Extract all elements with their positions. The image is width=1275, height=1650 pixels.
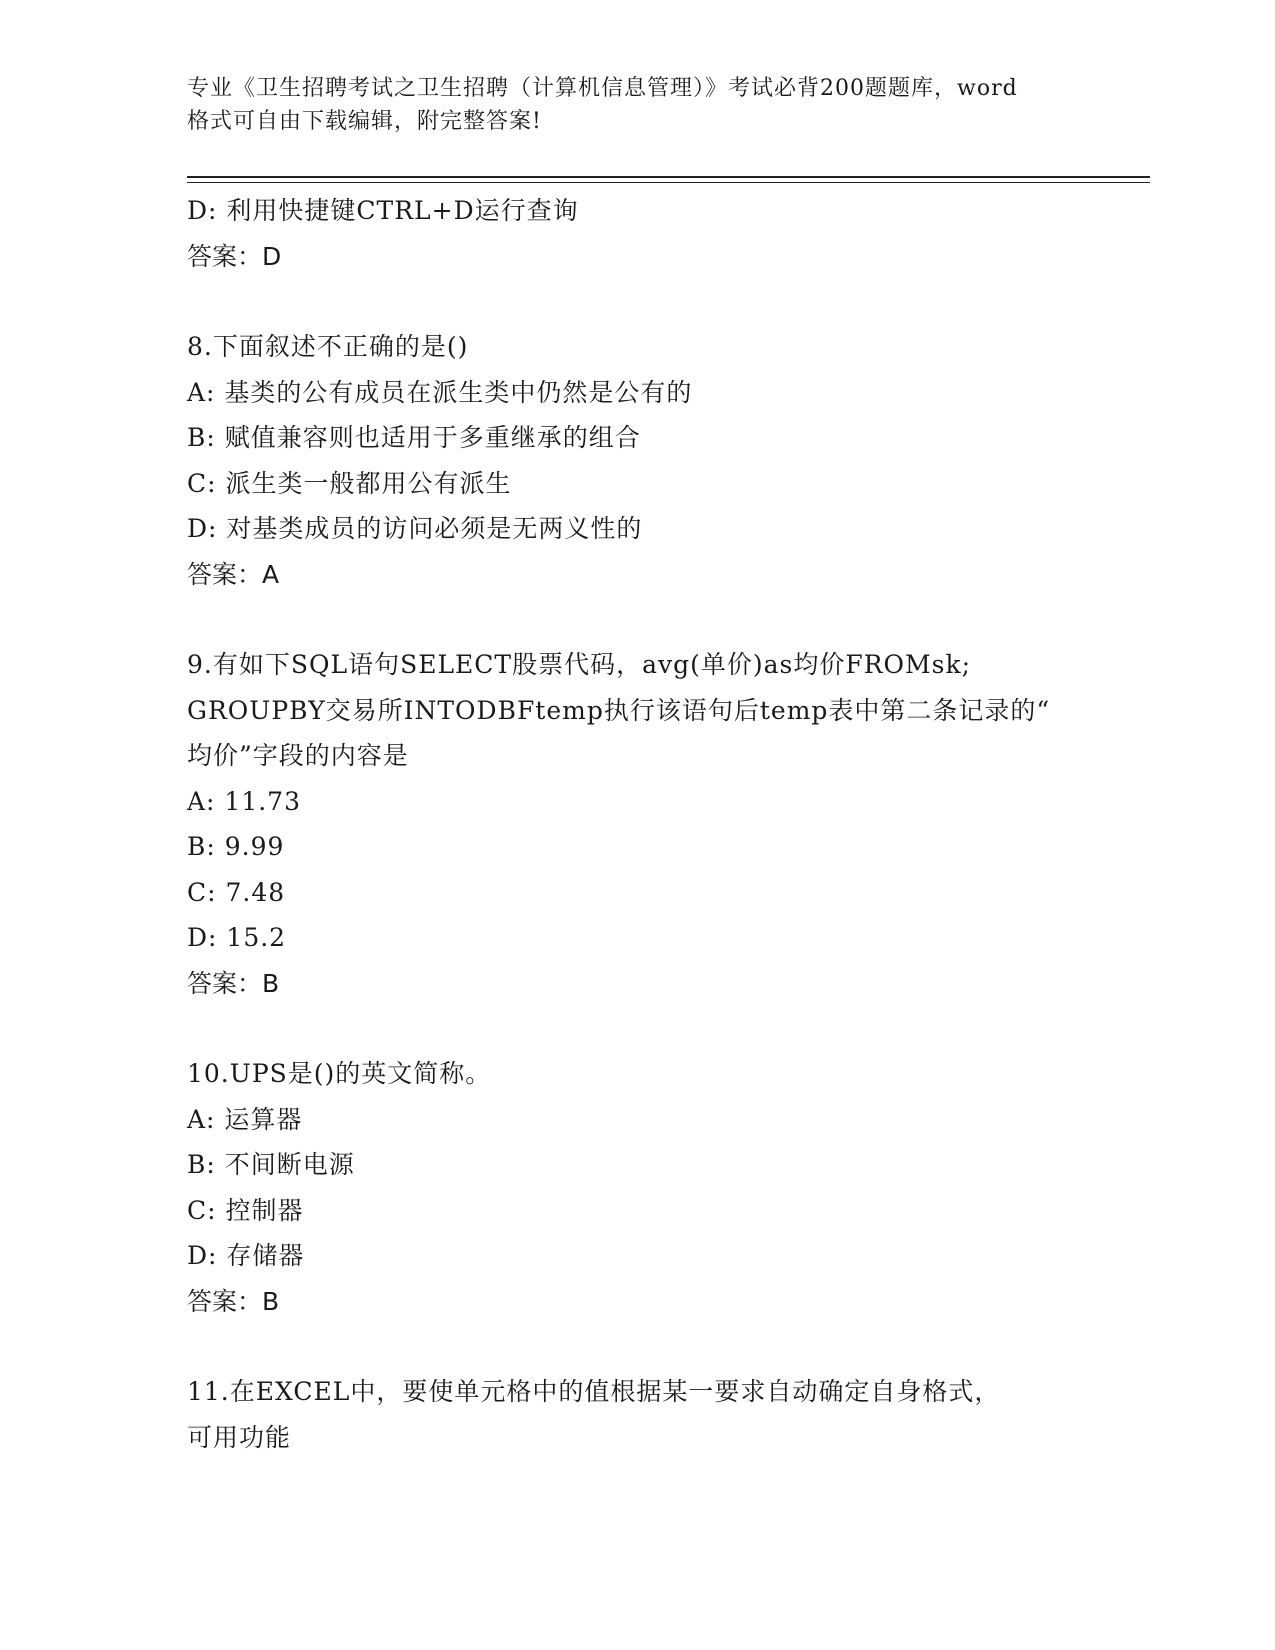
question-block-8: [187, 324, 1087, 597]
question-text-line-2: GROUPBY交易所INTODBFtemp执行该语句后temp表中第二条记录的“: [187, 695, 1051, 725]
option-d: D: 利用快捷键CTRL+D运行查询: [187, 196, 579, 225]
question-block-11: [187, 1369, 1087, 1460]
option-d: D: 存储器: [187, 1241, 305, 1270]
option-a: A: 运算器: [187, 1104, 303, 1134]
option-a: A: 基类的公有成员在派生类中仍然是公有的: [187, 377, 693, 407]
answer-line: 答案：A: [187, 559, 280, 589]
question-list: [187, 188, 1087, 1460]
question-block-10: [187, 1051, 1087, 1324]
header-line-2: 格式可自由下载编辑，附完整答案!: [187, 109, 542, 134]
option-c: C: 派生类一般都用公有派生: [187, 468, 512, 498]
question-text: 10.UPS是()的英文简称。: [187, 1059, 492, 1088]
document-header: [187, 72, 1087, 138]
header-line-1: 专业《卫生招聘考试之卫生招聘（计算机信息管理）》考试必背200题题库，word: [187, 76, 1018, 101]
option-d: D: 对基类成员的访问必须是无两义性的: [187, 514, 643, 543]
answer-line: 答案：B: [187, 968, 280, 998]
option-c: C: 7.48: [187, 877, 286, 907]
question-block-9: [187, 642, 1087, 1006]
question-text: 8.下面叙述不正确的是(): [187, 332, 469, 361]
option-b: B: 不间断电源: [187, 1150, 355, 1179]
answer-line: 答案：D: [187, 241, 282, 271]
answer-line: 答案：B: [187, 1286, 280, 1316]
question-text-line-1: 11.在EXCEL中，要使单元格中的值根据某一要求自动确定自身格式，: [187, 1377, 1001, 1406]
header-divider-thin: [187, 182, 1150, 183]
question-text-line-1: 9.有如下SQL语句SELECT股票代码，avg(单价)as均价FROMsk;: [187, 650, 972, 679]
question-text-line-3: 均价”字段的内容是: [187, 741, 409, 770]
option-c: C: 控制器: [187, 1195, 304, 1225]
option-b: B: 赋值兼容则也适用于多重继承的组合: [187, 423, 641, 452]
question-block-prev: [187, 188, 1087, 279]
header-divider-thick: [187, 176, 1150, 178]
option-a: A: 11.73: [187, 786, 301, 816]
question-text-line-2: 可用功能: [187, 1422, 292, 1452]
option-b: B: 9.99: [187, 832, 285, 861]
option-d: D: 15.2: [187, 923, 287, 952]
